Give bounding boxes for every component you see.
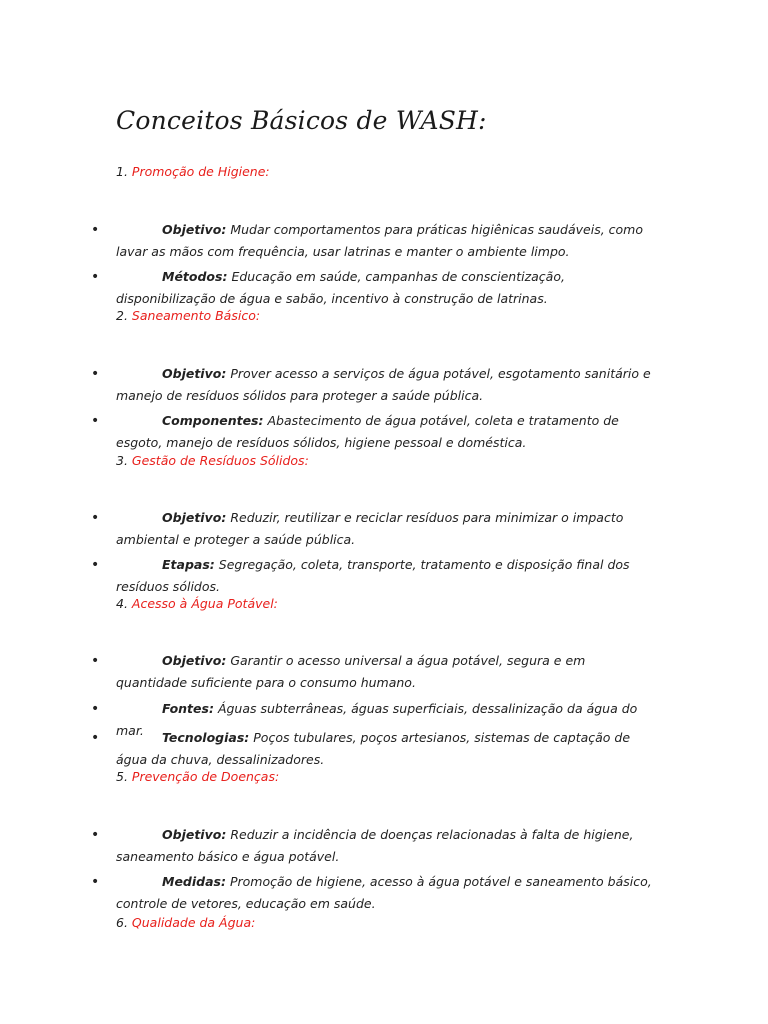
list-item — [91, 554, 656, 598]
item-text: Promoção de higiene, acesso à água potável e saneamento básico, controle de vetores, educação em saúde. — [116, 874, 652, 911]
item-label: Objetivo: — [162, 366, 227, 381]
section-number: 3. — [116, 453, 128, 468]
section-title: Qualidade da Água: — [131, 915, 256, 930]
item-text: Prover acesso a serviços de água potável, esgotamento sanitário e manejo de resíduos sólidos para proteger a saúde pública. — [116, 366, 651, 403]
list-item — [91, 650, 656, 694]
section-title: Acesso à Água Potável: — [131, 596, 278, 611]
page-title: Conceitos Básicos de WASH: — [116, 106, 487, 135]
bullet-icon: • — [91, 269, 100, 285]
bullet-icon: • — [91, 557, 100, 573]
bullet-icon: • — [91, 222, 100, 238]
bullet-icon: • — [91, 413, 100, 429]
section-heading — [116, 767, 676, 787]
section-title: Promoção de Higiene: — [131, 164, 270, 179]
section-number: 1. — [116, 164, 128, 179]
item-text: Reduzir, reutilizar e reciclar resíduos para minimizar o impacto ambiental e proteger a saúde pública. — [116, 510, 624, 547]
item-text: Reduzir a incidência de doenças relacionadas à falta de higiene, saneamento básico e água potável. — [116, 827, 634, 864]
item-text: Garantir o acesso universal a água potável, segura e em quantidade suficiente para o consumo humano. — [116, 653, 586, 690]
section-title: Gestão de Resíduos Sólidos: — [131, 453, 309, 468]
section-heading — [116, 306, 676, 326]
section-heading — [116, 594, 676, 614]
list-item — [91, 824, 656, 868]
section-number: 6. — [116, 915, 128, 930]
section-number: 2. — [116, 308, 128, 323]
section-prevencao-doencas — [91, 767, 676, 911]
item-label: Objetivo: — [162, 510, 227, 525]
bullet-icon: • — [91, 701, 100, 717]
bullet-icon: • — [91, 827, 100, 843]
list-item — [91, 507, 656, 551]
item-label: Componentes: — [162, 413, 264, 428]
list-item — [91, 871, 656, 915]
item-text: Abastecimento de água potável, coleta e tratamento de esgoto, manejo de resíduos sólidos, higiene pessoal e doméstica. — [116, 413, 619, 450]
item-label: Tecnologias: — [162, 730, 250, 745]
bullet-icon: • — [91, 653, 100, 669]
section-heading — [116, 913, 676, 933]
section-number: 4. — [116, 596, 128, 611]
item-label: Etapas: — [162, 557, 215, 572]
item-label: Métodos: — [162, 269, 228, 284]
item-label: Objetivo: — [162, 222, 227, 237]
item-label: Objetivo: — [162, 653, 227, 668]
item-text: Poços tubulares, poços artesianos, sistemas de captação de água da chuva, dessalinizadores. — [116, 730, 631, 767]
item-text: Mudar comportamentos para práticas higiênicas saudáveis, como lavar as mãos com frequência, usar latrinas e manter o ambiente limpo. — [116, 222, 643, 259]
bullet-icon: • — [91, 730, 100, 746]
bullet-icon: • — [91, 366, 100, 382]
item-text: Educação em saúde, campanhas de conscientização, disponibilização de água e sabão, incentivo à construção de latrinas. — [116, 269, 565, 306]
item-text: Águas subterrâneas, águas superficiais, dessalinização da água do mar. — [116, 701, 638, 738]
section-acesso-agua — [91, 594, 676, 767]
item-label: Fontes: — [162, 701, 214, 716]
section-promocao-higiene — [91, 162, 676, 306]
section-heading — [116, 162, 676, 182]
list-item — [91, 266, 656, 310]
list-item — [91, 219, 656, 263]
section-qualidade-agua — [116, 913, 676, 933]
section-title: Saneamento Básico: — [131, 308, 261, 323]
section-gestao-residuos — [91, 451, 676, 594]
bullet-icon: • — [91, 510, 100, 526]
section-number: 5. — [116, 769, 128, 784]
list-item — [91, 363, 656, 407]
section-saneamento-basico — [91, 306, 676, 450]
item-label: Objetivo: — [162, 827, 227, 842]
item-text: Segregação, coleta, transporte, tratamento e disposição final dos resíduos sólidos. — [116, 557, 630, 594]
list-item — [91, 410, 656, 454]
section-title: Prevenção de Doenças: — [131, 769, 280, 784]
bullet-icon: • — [91, 874, 100, 890]
item-label: Medidas: — [162, 874, 226, 889]
section-heading — [116, 451, 676, 471]
list-item — [91, 727, 656, 771]
